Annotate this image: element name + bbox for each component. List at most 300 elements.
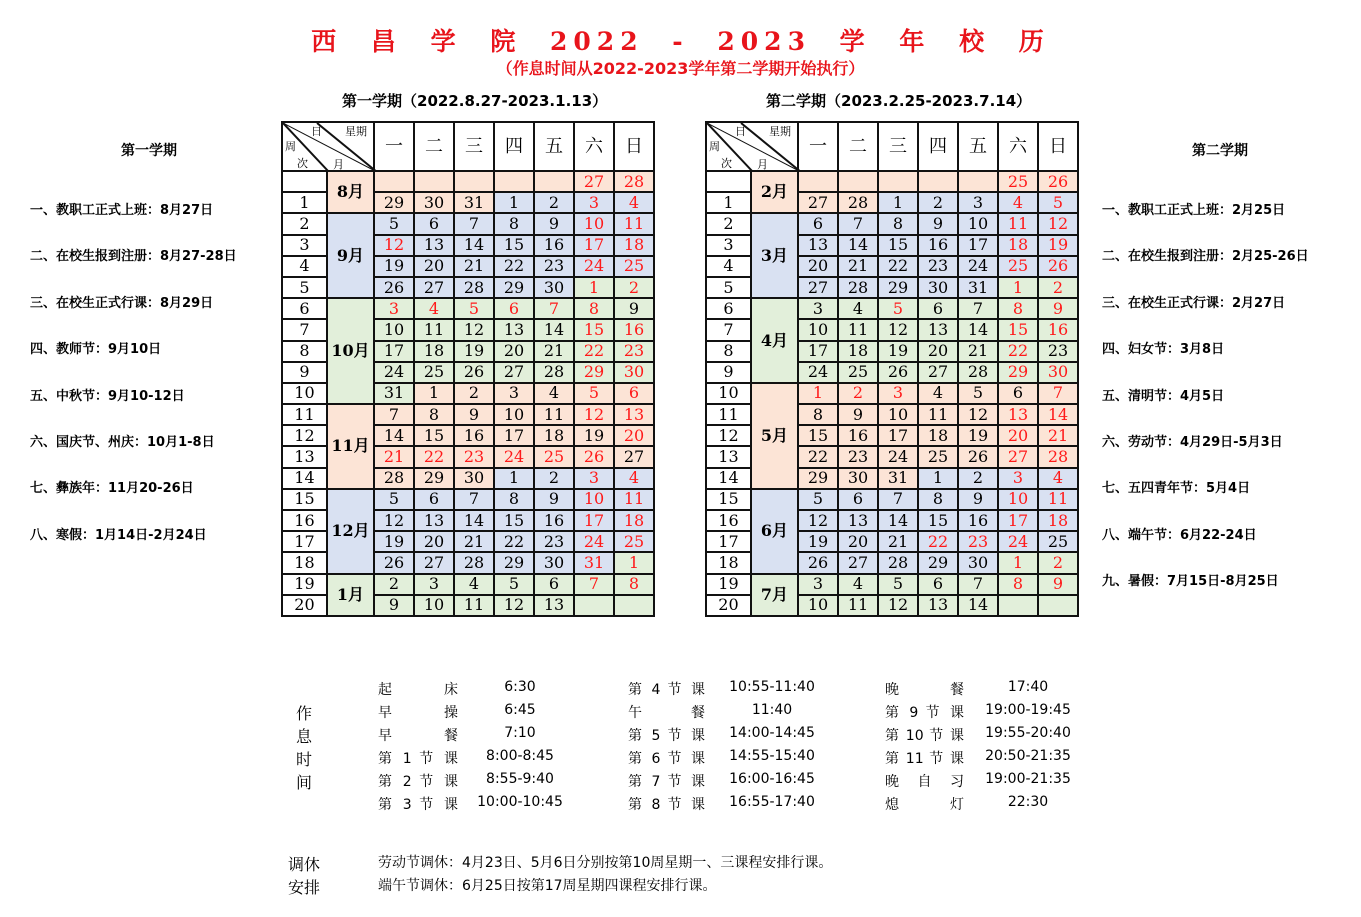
date-cell: 12: [494, 595, 534, 616]
schedule-label-char: 息: [296, 727, 313, 746]
date-cell: 27: [798, 192, 838, 213]
schedule-item-label: 第 4 节 课: [628, 682, 705, 698]
date-cell: 9: [614, 298, 654, 319]
date-cell: 23: [838, 446, 878, 467]
date-cell: 20: [918, 341, 958, 362]
week-number: 2: [706, 213, 751, 234]
holiday-date-cell: 11: [614, 213, 654, 234]
week-number: 4: [706, 256, 751, 277]
date-cell: 11: [918, 404, 958, 425]
date-cell: 8: [878, 213, 918, 234]
date-cell: 30: [918, 277, 958, 298]
date-cell: 29: [494, 277, 534, 298]
holiday-date-cell: 4: [614, 192, 654, 213]
week-number: 15: [706, 489, 751, 510]
week-number: 14: [282, 468, 327, 489]
holiday-date-cell: 24: [494, 446, 534, 467]
schedule-item-label: 第 5 节 课: [628, 728, 705, 744]
date-cell: 24: [958, 256, 998, 277]
date-cell: 21: [958, 341, 998, 362]
week-number: 18: [282, 552, 327, 573]
week-number: 2: [282, 213, 327, 234]
date-cell: 28: [374, 468, 414, 489]
schedule-item-label: 第 10 节 课: [885, 728, 964, 744]
date-cell: 16: [958, 510, 998, 531]
holiday-date-cell: 21: [374, 446, 414, 467]
date-cell: 1: [494, 468, 534, 489]
date-cell: [918, 171, 958, 192]
date-cell: 21: [534, 341, 574, 362]
date-cell: 27: [414, 552, 454, 573]
schedule-item-label: 第 3 节 课: [378, 797, 458, 813]
date-cell: 27: [414, 277, 454, 298]
date-cell: 22: [494, 256, 534, 277]
date-cell: 9: [534, 489, 574, 510]
holiday-date-cell: 3: [374, 298, 414, 319]
holiday-date-cell: 22: [998, 341, 1038, 362]
date-cell: 6: [414, 213, 454, 234]
holiday-date-cell: 23: [454, 446, 494, 467]
date-cell: 3: [414, 574, 454, 595]
holiday-date-cell: 9: [1038, 574, 1078, 595]
date-cell: 21: [454, 531, 494, 552]
schedule-item-label: 第 6 节 课: [628, 751, 705, 767]
date-cell: 16: [534, 235, 574, 256]
calendar-week-row: [282, 404, 654, 425]
schedule-item-time: 22:30: [1007, 794, 1049, 810]
date-cell: 3: [798, 574, 838, 595]
week-number: 13: [706, 446, 751, 467]
holiday-note: 一、教职工正式上班：8月27日: [30, 203, 214, 218]
date-cell: 7: [454, 213, 494, 234]
date-cell: 5: [374, 489, 414, 510]
schedule-item-time: 10:00-10:45: [477, 794, 563, 810]
date-cell: 10: [798, 319, 838, 340]
date-cell: 2: [534, 468, 574, 489]
schedule-item-time: 20:50-21:35: [985, 748, 1071, 764]
date-cell: 30: [534, 277, 574, 298]
week-number: 5: [706, 277, 751, 298]
date-cell: [1038, 595, 1078, 616]
date-cell: 12: [454, 319, 494, 340]
holiday-date-cell: 22: [918, 531, 958, 552]
date-cell: 7: [374, 404, 414, 425]
calendar-week-row: [706, 298, 1078, 319]
holiday-date-cell: 23: [614, 341, 654, 362]
holiday-note: 六、劳动节：4月29日-5月3日: [1102, 435, 1283, 450]
week-number: 15: [282, 489, 327, 510]
holiday-date-cell: 31: [574, 552, 614, 573]
date-cell: 26: [798, 552, 838, 573]
semester2-heading: 第二学期（2023.2.25-2023.7.14）: [766, 92, 1032, 110]
date-cell: 3: [798, 298, 838, 319]
holiday-date-cell: 17: [998, 510, 1038, 531]
holiday-date-cell: 28: [1038, 446, 1078, 467]
holiday-date-cell: 18: [998, 235, 1038, 256]
holiday-date-cell: 2: [1038, 277, 1078, 298]
date-cell: 22: [878, 256, 918, 277]
weekday-header: 日: [1038, 122, 1078, 171]
date-cell: 5: [878, 574, 918, 595]
holiday-date-cell: 6: [614, 383, 654, 404]
date-cell: 3: [958, 192, 998, 213]
date-cell: 16: [534, 510, 574, 531]
weekday-header: 三: [454, 122, 494, 171]
holiday-date-cell: 28: [614, 171, 654, 192]
holiday-date-cell: 1: [998, 552, 1038, 573]
holiday-date-cell: 16: [614, 319, 654, 340]
schedule-label-char: 作: [296, 704, 313, 723]
week-number: 8: [706, 341, 751, 362]
calendar-week-row: [706, 383, 1078, 404]
holiday-date-cell: 2: [614, 277, 654, 298]
weekday-header: 一: [374, 122, 414, 171]
holiday-date-cell: 17: [574, 235, 614, 256]
holiday-date-cell: 15: [998, 319, 1038, 340]
week-number: 6: [282, 298, 327, 319]
weekday-header: 五: [958, 122, 998, 171]
date-cell: 29: [918, 552, 958, 573]
holiday-date-cell: 27: [998, 446, 1038, 467]
date-cell: 24: [798, 362, 838, 383]
holiday-note: 一、教职工正式上班：2月25日: [1102, 203, 1286, 218]
date-cell: 13: [414, 510, 454, 531]
week-number: 12: [282, 425, 327, 446]
date-cell: 14: [374, 425, 414, 446]
date-cell: 10: [494, 404, 534, 425]
date-cell: 10: [414, 595, 454, 616]
schedule-item-label: 起 床: [378, 682, 458, 698]
holiday-note: 八、寒假：1月14日-2月24日: [30, 527, 207, 543]
date-cell: 15: [494, 510, 534, 531]
schedule-item-time: 19:55-20:40: [985, 725, 1071, 741]
date-cell: 28: [838, 192, 878, 213]
holiday-date-cell: 12: [1038, 213, 1078, 234]
holiday-note: 四、妇女节：3月8日: [1102, 342, 1225, 358]
holiday-date-cell: 21: [1038, 425, 1078, 446]
date-cell: 6: [918, 574, 958, 595]
date-cell: 30: [958, 552, 998, 573]
holiday-note: 九、暑假：7月15日-8月25日: [1102, 574, 1279, 590]
date-cell: 23: [534, 256, 574, 277]
header-label: 星期: [769, 125, 791, 138]
holiday-date-cell: 22: [574, 341, 614, 362]
date-cell: [998, 595, 1038, 616]
date-cell: 19: [374, 256, 414, 277]
holiday-date-cell: 30: [1038, 362, 1078, 383]
date-cell: 13: [918, 319, 958, 340]
date-cell: 12: [878, 595, 918, 616]
date-cell: 28: [878, 552, 918, 573]
date-cell: 13: [838, 510, 878, 531]
date-cell: 19: [958, 425, 998, 446]
date-cell: 9: [374, 595, 414, 616]
holiday-date-cell: 8: [998, 574, 1038, 595]
date-cell: 10: [878, 404, 918, 425]
schedule-item-label: 第 11 节 课: [885, 751, 964, 767]
date-cell: 17: [494, 425, 534, 446]
date-cell: [878, 171, 918, 192]
schedule-item-time: 6:30: [504, 679, 536, 695]
holiday-date-cell: 7: [1038, 383, 1078, 404]
holiday-date-cell: 20: [614, 425, 654, 446]
week-number: 10: [282, 383, 327, 404]
weekday-header: 六: [998, 122, 1038, 171]
holiday-date-cell: 3: [574, 192, 614, 213]
calendar-week-row: [706, 489, 1078, 510]
calendar-week-row: [282, 213, 654, 234]
schedule-item-label: 早 餐: [378, 728, 458, 744]
week-number: 1: [706, 192, 751, 213]
date-cell: 10: [958, 213, 998, 234]
schedule-item-label: 第 2 节 课: [378, 774, 458, 790]
weekday-header: 一: [798, 122, 838, 171]
holiday-date-cell: 24: [574, 531, 614, 552]
holiday-note: 七、五四青年节：5月4日: [1102, 481, 1251, 497]
date-cell: 5: [494, 574, 534, 595]
date-cell: 1: [414, 383, 454, 404]
semester2-side-title: 第二学期: [1192, 143, 1248, 159]
month-label: 2月: [751, 171, 798, 213]
date-cell: 7: [958, 574, 998, 595]
header-diagonal-cell: [706, 122, 798, 171]
week-number: 13: [282, 446, 327, 467]
schedule-item-time: 16:55-17:40: [729, 794, 815, 810]
holiday-date-cell: 20: [998, 425, 1038, 446]
date-cell: 13: [414, 235, 454, 256]
date-cell: 27: [494, 362, 534, 383]
holiday-note: 七、彝族年：11月20-26日: [30, 481, 194, 497]
schedule-item-time: 16:00-16:45: [729, 771, 815, 787]
week-number: 11: [282, 404, 327, 425]
date-cell: 25: [414, 362, 454, 383]
date-cell: 15: [414, 425, 454, 446]
date-cell: 22: [798, 446, 838, 467]
date-cell: 15: [918, 510, 958, 531]
schedule-item-time: 11:40: [751, 702, 793, 718]
date-cell: 9: [958, 489, 998, 510]
holiday-date-cell: 29: [998, 362, 1038, 383]
date-cell: 9: [838, 404, 878, 425]
date-cell: 18: [534, 425, 574, 446]
date-cell: 12: [878, 319, 918, 340]
week-number: 7: [282, 319, 327, 340]
week-number: 17: [282, 531, 327, 552]
header-label: 日: [311, 125, 322, 138]
semester1-calendar: [281, 121, 655, 617]
date-cell: 18: [414, 341, 454, 362]
schedule-item-label: 晚 自 习: [885, 774, 964, 790]
month-label: 6月: [751, 489, 798, 574]
date-cell: 10: [374, 319, 414, 340]
schedule-item-time: 8:55-9:40: [486, 771, 554, 787]
header-label: 次: [297, 157, 308, 170]
date-cell: 28: [534, 362, 574, 383]
holiday-date-cell: 5: [574, 383, 614, 404]
date-cell: 8: [494, 489, 534, 510]
date-cell: 14: [958, 319, 998, 340]
date-cell: 11: [534, 404, 574, 425]
schedule-item-label: 晚 餐: [885, 682, 964, 698]
date-cell: 8: [414, 404, 454, 425]
holiday-date-cell: 29: [574, 362, 614, 383]
week-number: [282, 171, 327, 192]
date-cell: 30: [534, 552, 574, 573]
month-label: 4月: [751, 298, 798, 383]
date-cell: 8: [798, 404, 838, 425]
month-label: 3月: [751, 213, 798, 298]
date-cell: 19: [878, 341, 918, 362]
date-cell: [454, 171, 494, 192]
date-cell: 5: [798, 489, 838, 510]
date-cell: 29: [374, 192, 414, 213]
date-cell: 17: [958, 235, 998, 256]
date-cell: 19: [374, 531, 414, 552]
date-cell: [534, 171, 574, 192]
date-cell: [374, 171, 414, 192]
date-cell: 16: [918, 235, 958, 256]
holiday-date-cell: 3: [574, 468, 614, 489]
holiday-date-cell: 4: [1038, 468, 1078, 489]
date-cell: 28: [454, 552, 494, 573]
week-number: 9: [706, 362, 751, 383]
holiday-date-cell: 22: [414, 446, 454, 467]
header-label: 月: [757, 158, 768, 171]
date-cell: 28: [958, 362, 998, 383]
date-cell: 28: [454, 277, 494, 298]
date-cell: 26: [454, 362, 494, 383]
holiday-date-cell: 27: [574, 171, 614, 192]
week-number: 11: [706, 404, 751, 425]
holiday-date-cell: 7: [574, 574, 614, 595]
date-cell: 3: [494, 383, 534, 404]
holiday-date-cell: 10: [998, 489, 1038, 510]
date-cell: 29: [494, 552, 534, 573]
date-cell: 7: [838, 213, 878, 234]
date-cell: 26: [878, 362, 918, 383]
date-cell: 12: [374, 510, 414, 531]
holiday-note: 四、教师节：9月10日: [30, 342, 162, 358]
date-cell: 18: [918, 425, 958, 446]
month-label: 8月: [327, 171, 374, 213]
holiday-date-cell: 5: [878, 298, 918, 319]
date-cell: 13: [534, 595, 574, 616]
date-cell: 31: [374, 383, 414, 404]
date-cell: 10: [798, 595, 838, 616]
date-cell: 6: [798, 213, 838, 234]
holiday-date-cell: 3: [998, 468, 1038, 489]
holiday-date-cell: 26: [574, 446, 614, 467]
weekday-header: 二: [414, 122, 454, 171]
date-cell: 27: [838, 552, 878, 573]
holiday-date-cell: 26: [1038, 171, 1078, 192]
weekday-header: 日: [614, 122, 654, 171]
date-cell: 9: [918, 213, 958, 234]
month-label: 12月: [327, 489, 374, 574]
schedule-item-time: 7:10: [504, 725, 536, 741]
week-number: 19: [282, 574, 327, 595]
date-cell: 21: [454, 256, 494, 277]
holiday-note: 八、端午节：6月22-24日: [1102, 527, 1257, 543]
date-cell: 5: [958, 383, 998, 404]
date-cell: 4: [838, 298, 878, 319]
weekday-header: 三: [878, 122, 918, 171]
date-cell: 24: [878, 446, 918, 467]
month-label: 7月: [751, 574, 798, 616]
week-number: [706, 171, 751, 192]
holiday-note: 六、国庆节、州庆：10月1-8日: [30, 435, 215, 450]
date-cell: 20: [838, 531, 878, 552]
holiday-note: 五、中秋节：9月10-12日: [30, 388, 185, 404]
holiday-note: 五、清明节：4月5日: [1102, 388, 1225, 404]
week-number: 16: [706, 510, 751, 531]
holiday-date-cell: 8: [998, 298, 1038, 319]
schedule-label-char: 间: [296, 773, 313, 792]
date-cell: 11: [414, 319, 454, 340]
date-cell: 17: [878, 425, 918, 446]
week-number: 20: [282, 595, 327, 616]
date-cell: 20: [798, 256, 838, 277]
holiday-note: 二、在校生报到注册：8月27-28日: [30, 249, 237, 265]
date-cell: 31: [878, 468, 918, 489]
date-cell: 26: [374, 552, 414, 573]
week-number: 10: [706, 383, 751, 404]
week-number: 3: [282, 235, 327, 256]
schedule-item-label: 早 操: [378, 705, 458, 721]
adjust-label: 调休: [288, 855, 321, 874]
date-cell: 26: [958, 446, 998, 467]
calendar-week-row: [282, 489, 654, 510]
date-cell: 1: [494, 192, 534, 213]
holiday-date-cell: 12: [574, 404, 614, 425]
month-label: 11月: [327, 404, 374, 489]
date-cell: 19: [454, 341, 494, 362]
holiday-date-cell: 10: [574, 213, 614, 234]
date-cell: 11: [454, 595, 494, 616]
date-cell: 12: [798, 510, 838, 531]
calendar-week-row: [706, 574, 1078, 595]
holiday-date-cell: 25: [614, 256, 654, 277]
holiday-date-cell: 14: [1038, 404, 1078, 425]
schedule-item-label: 第 1 节 课: [378, 751, 458, 767]
month-label: 9月: [327, 213, 374, 298]
date-cell: 7: [454, 489, 494, 510]
header-label: 次: [721, 157, 732, 170]
holiday-date-cell: 23: [958, 531, 998, 552]
date-cell: 13: [918, 595, 958, 616]
week-number: 19: [706, 574, 751, 595]
holiday-date-cell: 24: [574, 256, 614, 277]
week-number: 16: [282, 510, 327, 531]
date-cell: 28: [838, 277, 878, 298]
date-cell: 14: [454, 235, 494, 256]
holiday-date-cell: 4: [414, 298, 454, 319]
page-subtitle: （作息时间从2022-2023学年第二学期开始执行）: [496, 59, 865, 78]
date-cell: 6: [534, 574, 574, 595]
date-cell: 21: [878, 531, 918, 552]
date-cell: 16: [838, 425, 878, 446]
date-cell: 7: [878, 489, 918, 510]
week-number: 4: [282, 256, 327, 277]
date-cell: [798, 171, 838, 192]
holiday-date-cell: 2: [838, 383, 878, 404]
date-cell: 12: [958, 404, 998, 425]
date-cell: 2: [534, 192, 574, 213]
date-cell: 16: [454, 425, 494, 446]
date-cell: 29: [878, 277, 918, 298]
date-cell: 5: [374, 213, 414, 234]
date-cell: 20: [414, 256, 454, 277]
